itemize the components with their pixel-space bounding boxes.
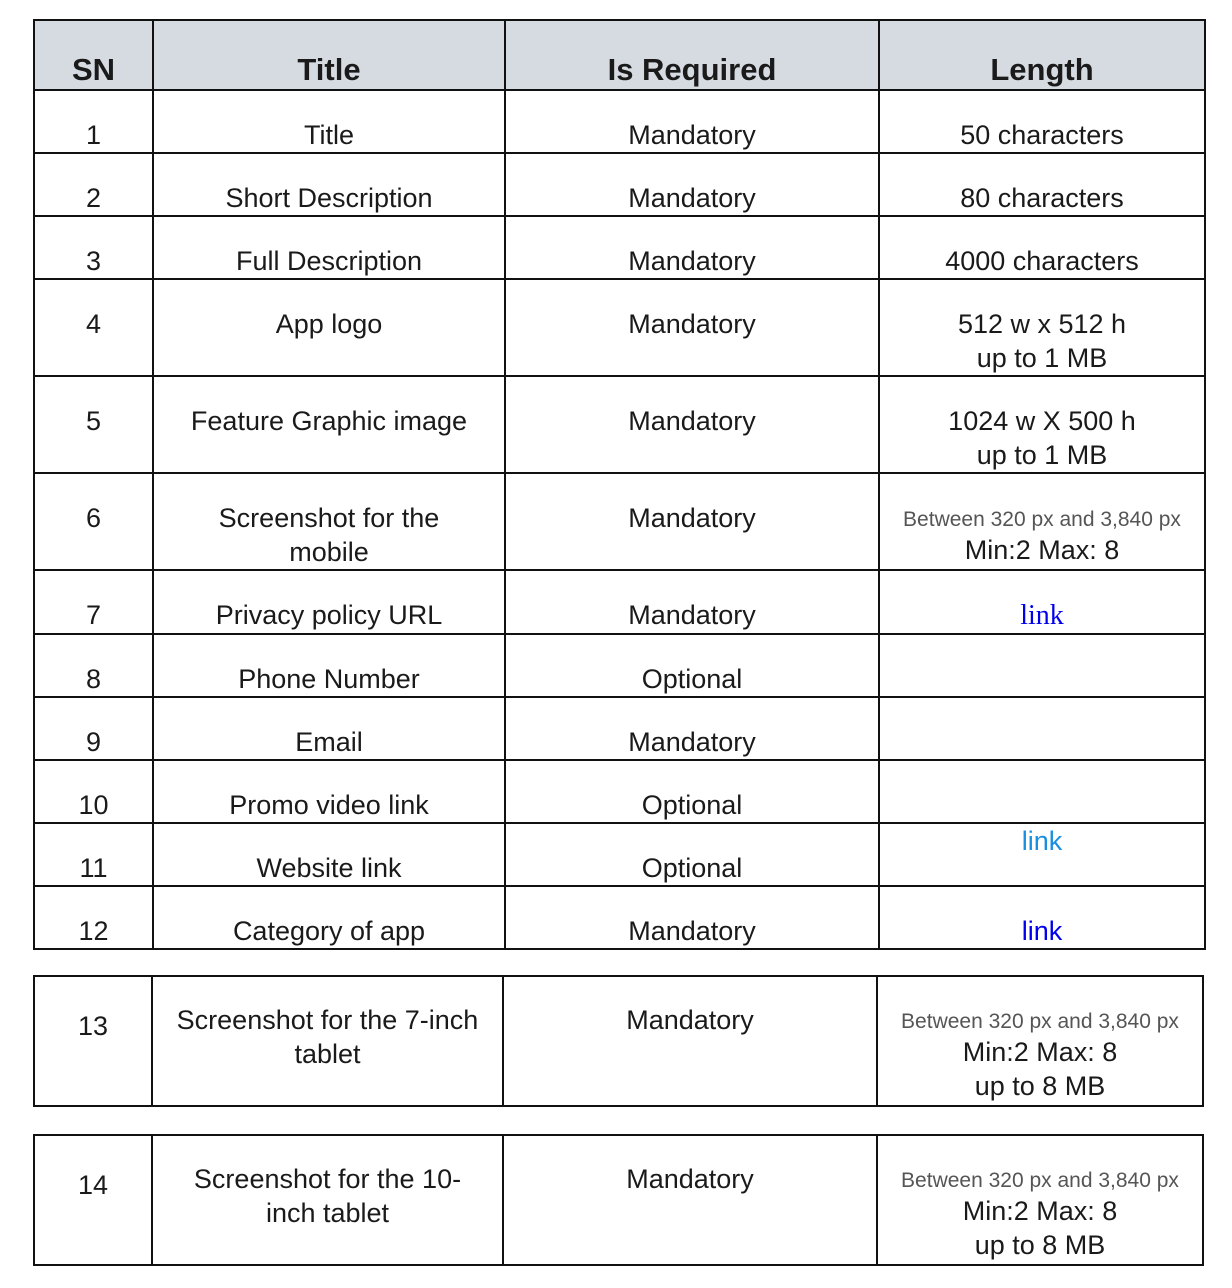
cell-sn: 6	[34, 473, 153, 570]
category-link[interactable]: link	[1021, 916, 1063, 946]
cell-required: Mandatory	[503, 1135, 877, 1265]
cell-sn: 10	[34, 760, 153, 823]
header-sn: SN	[34, 20, 153, 90]
cell-required: Mandatory	[505, 886, 879, 949]
length-size: up to 8 MB	[974, 1230, 1106, 1260]
title-line-1: Screenshot for the	[218, 503, 440, 533]
requirements-table	[33, 19, 1206, 950]
cell-required: Mandatory	[505, 153, 879, 216]
cell-length: 80 characters	[879, 153, 1205, 216]
table-row	[34, 473, 1205, 570]
cell-required: Mandatory	[505, 216, 879, 279]
cell-sn: 1	[34, 90, 153, 153]
cell-required: Mandatory	[505, 279, 879, 376]
table-row	[34, 216, 1205, 279]
cell-length	[879, 760, 1205, 823]
cell-required: Mandatory	[505, 473, 879, 570]
header-length: Length	[879, 20, 1205, 90]
table-row	[34, 886, 1205, 949]
cell-required: Mandatory	[503, 976, 877, 1106]
title-line-1: Screenshot for the 7-inch	[176, 1005, 479, 1035]
cell-title: Category of app	[153, 886, 505, 949]
privacy-policy-link[interactable]: link	[1020, 600, 1064, 631]
cell-title: Title	[153, 90, 505, 153]
cell-length	[879, 697, 1205, 760]
length-count: Min:2 Max: 8	[962, 1037, 1118, 1067]
cell-length	[879, 570, 1205, 634]
cell-title	[153, 473, 505, 570]
cell-sn: 8	[34, 634, 153, 697]
cell-title: App logo	[153, 279, 505, 376]
cell-sn: 7	[34, 570, 153, 634]
cell-sn: 11	[34, 823, 153, 886]
cell-length	[879, 279, 1205, 376]
title-line-2: inch tablet	[265, 1198, 390, 1228]
cell-sn: 4	[34, 279, 153, 376]
cell-title: Website link	[153, 823, 505, 886]
cell-length	[879, 634, 1205, 697]
cell-title: Privacy policy URL	[153, 570, 505, 634]
title-line-1: Screenshot for the 10-	[193, 1164, 462, 1194]
cell-sn: 12	[34, 886, 153, 949]
length-count: Min:2 Max: 8	[962, 1196, 1118, 1226]
cell-sn: 14	[34, 1135, 152, 1265]
length-range: Between 320 px and 3,840 px	[901, 1010, 1179, 1033]
cell-required: Optional	[505, 634, 879, 697]
length-range: Between 320 px and 3,840 px	[903, 508, 1181, 531]
table-row	[34, 376, 1205, 473]
website-link[interactable]: link	[1021, 826, 1063, 856]
cell-sn: 9	[34, 697, 153, 760]
table-row	[34, 90, 1205, 153]
title-line-2: mobile	[289, 537, 369, 567]
cell-sn: 5	[34, 376, 153, 473]
cell-length	[879, 473, 1205, 570]
cell-length	[877, 976, 1203, 1106]
cell-required: Mandatory	[505, 697, 879, 760]
table-row	[34, 1135, 1203, 1265]
cell-required: Mandatory	[505, 376, 879, 473]
cell-title: Email	[153, 697, 505, 760]
cell-title: Short Description	[153, 153, 505, 216]
length-size: up to 1 MB	[976, 440, 1108, 470]
tablet-7-table	[33, 975, 1204, 1107]
cell-length	[879, 886, 1205, 949]
cell-length	[879, 823, 1205, 886]
cell-required: Mandatory	[505, 90, 879, 153]
cell-required: Optional	[505, 760, 879, 823]
cell-length	[877, 1135, 1203, 1265]
cell-length: 50 characters	[879, 90, 1205, 153]
cell-sn: 2	[34, 153, 153, 216]
title-line-2: tablet	[294, 1039, 361, 1069]
cell-length	[879, 376, 1205, 473]
table-row	[34, 760, 1205, 823]
table-row	[34, 823, 1205, 886]
cell-sn: 13	[34, 976, 152, 1106]
cell-title	[152, 976, 503, 1106]
table-row	[34, 279, 1205, 376]
cell-length: 4000 characters	[879, 216, 1205, 279]
cell-title: Phone Number	[153, 634, 505, 697]
length-size: up to 8 MB	[974, 1071, 1106, 1101]
table-row	[34, 697, 1205, 760]
length-dimensions: 512 w x 512 h	[957, 309, 1127, 339]
cell-title: Feature Graphic image	[153, 376, 505, 473]
cell-title: Full Description	[153, 216, 505, 279]
header-required: Is Required	[505, 20, 879, 90]
length-range: Between 320 px and 3,840 px	[901, 1169, 1179, 1192]
cell-required: Optional	[505, 823, 879, 886]
length-dimensions: 1024 w X 500 h	[948, 406, 1136, 436]
cell-title: Promo video link	[153, 760, 505, 823]
cell-required: Mandatory	[505, 570, 879, 634]
header-row	[34, 20, 1205, 90]
length-count: Min:2 Max: 8	[964, 535, 1120, 565]
length-size: up to 1 MB	[976, 343, 1108, 373]
header-title: Title	[153, 20, 505, 90]
table-row	[34, 976, 1203, 1106]
table-row	[34, 153, 1205, 216]
cell-sn: 3	[34, 216, 153, 279]
table-row	[34, 634, 1205, 697]
cell-title	[152, 1135, 503, 1265]
tablet-10-table	[33, 1134, 1204, 1266]
table-row	[34, 570, 1205, 634]
